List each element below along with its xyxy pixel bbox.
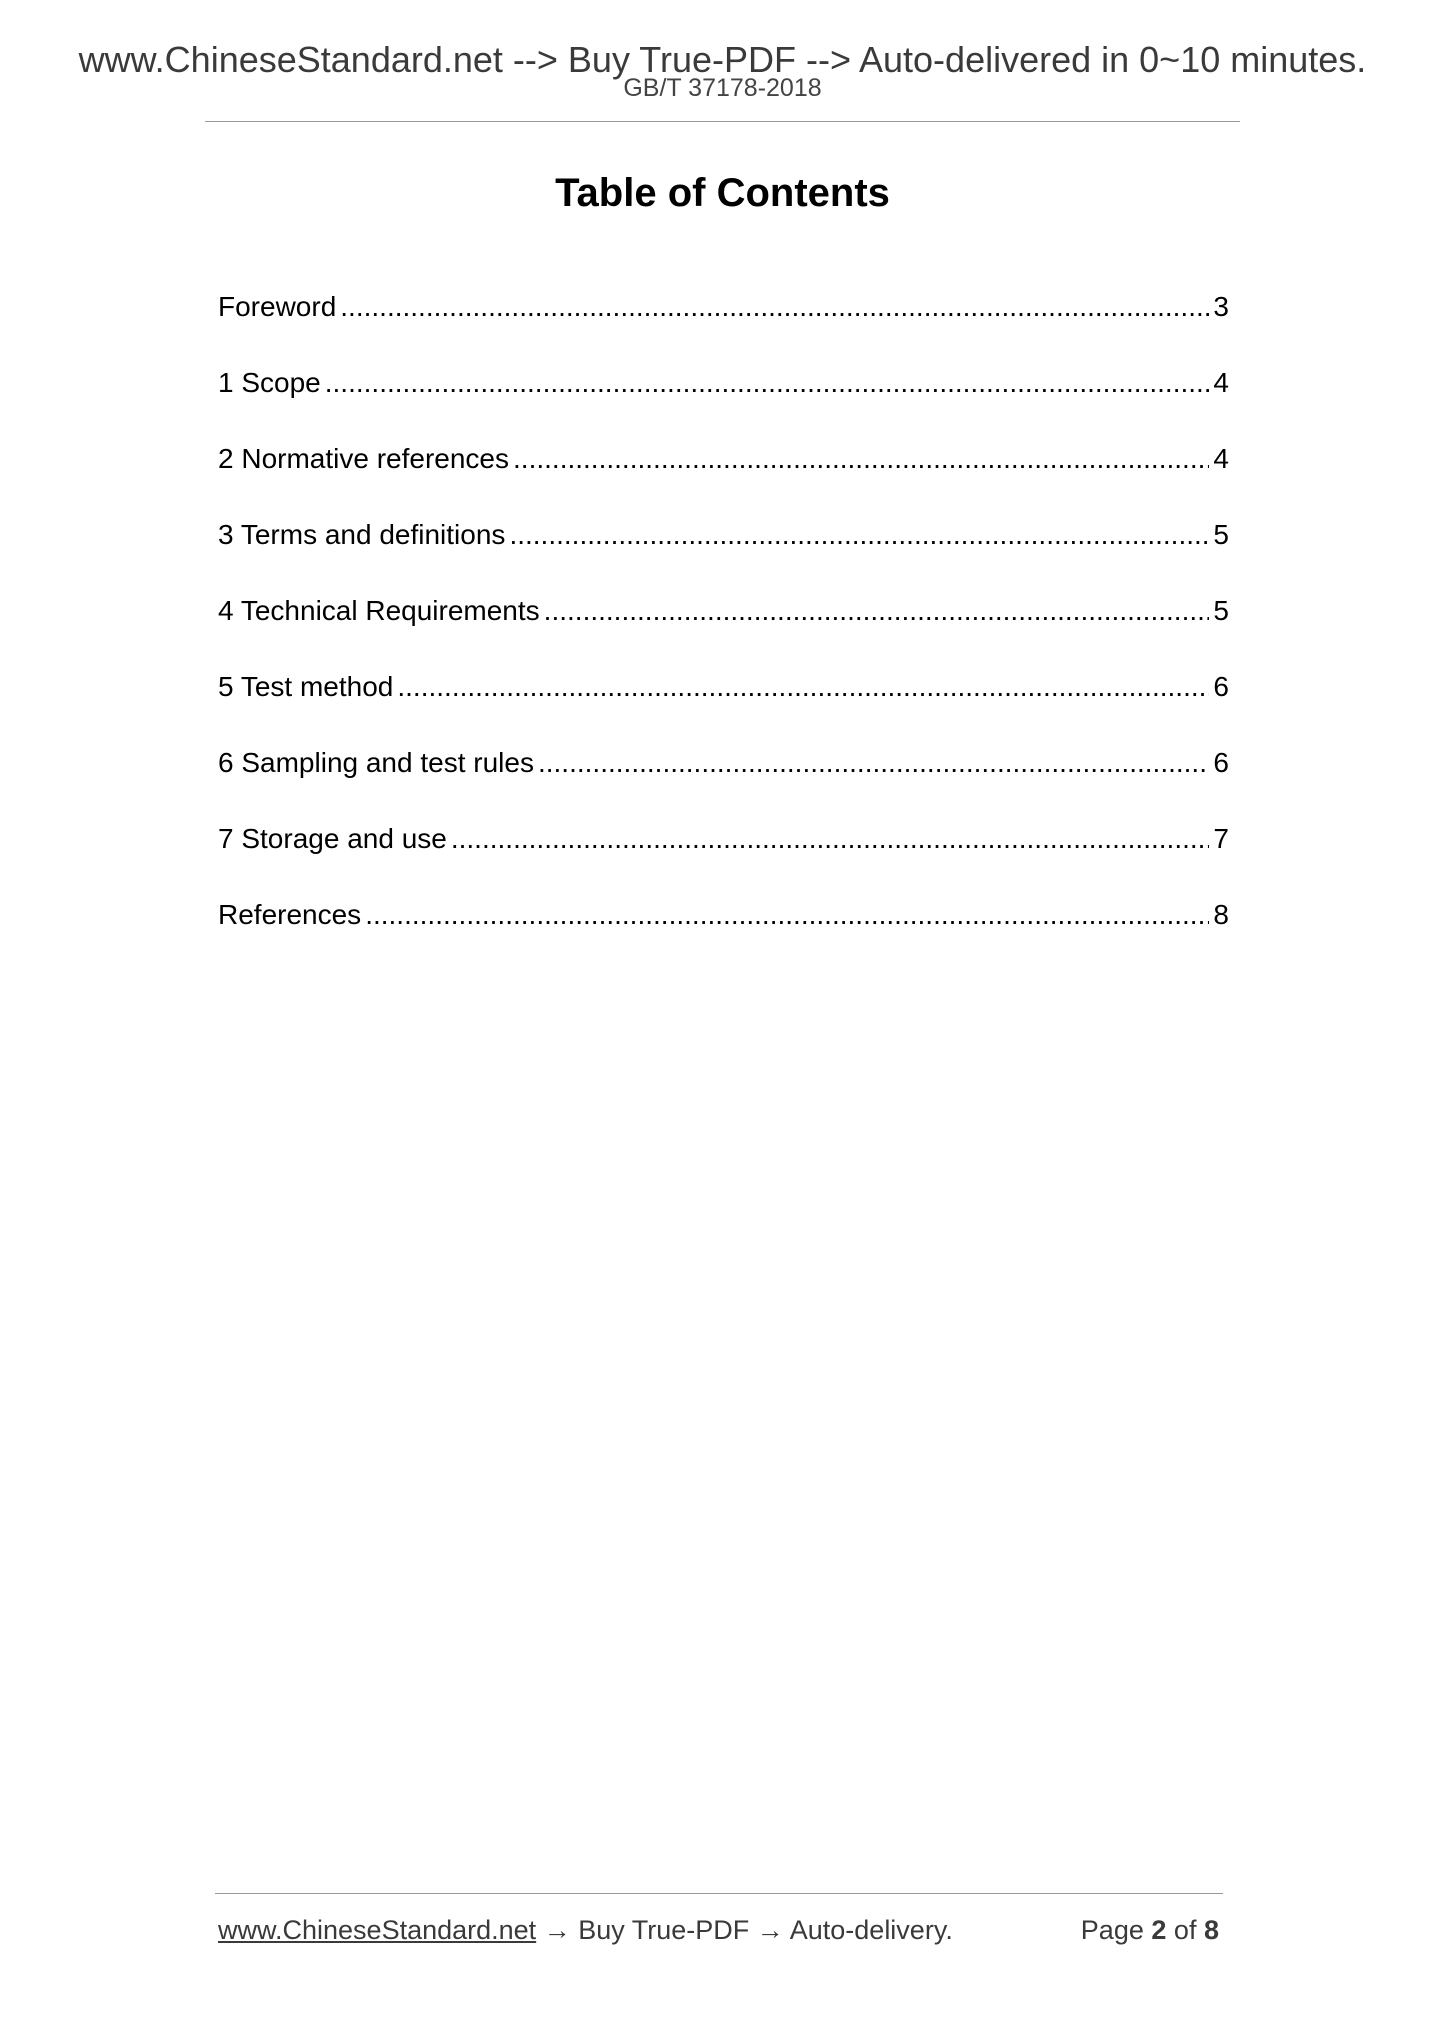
toc-entry-sampling-and-test-rules[interactable] [218, 743, 1229, 819]
toc-entry-label: 2 Normative references [218, 443, 510, 474]
toc-entry-page: 4 [1213, 367, 1229, 398]
page-word: Page [1080, 1915, 1144, 1945]
toc-entry-page: 5 [1213, 595, 1229, 626]
footer-divider [215, 1893, 1223, 1894]
dot-leader [513, 439, 1209, 479]
dot-leader [538, 743, 1209, 783]
toc-entry-page: 5 [1213, 519, 1229, 550]
footer-site-link[interactable]: www.ChineseStandard.net [218, 1915, 537, 1945]
footer-promo [218, 1913, 953, 1947]
toc-entry-page: 3 [1213, 291, 1229, 322]
toc-entry-references[interactable] [218, 895, 1229, 971]
toc-entry-page: 4 [1213, 443, 1229, 474]
toc-entry-label: 4 Technical Requirements [218, 595, 540, 626]
header-divider [205, 121, 1240, 122]
footer-tagline: → Buy True-PDF → Auto-delivery. [536, 1915, 953, 1945]
total-pages: 8 [1203, 1915, 1219, 1945]
toc-entry-scope[interactable] [218, 363, 1229, 439]
toc-entry-page: 7 [1213, 823, 1229, 854]
page-number [1081, 1913, 1219, 1947]
toc-entry-technical-requirements[interactable] [218, 591, 1229, 667]
toc-entry-label: 3 Terms and definitions [218, 519, 506, 550]
toc-entry-storage-and-use[interactable] [218, 819, 1229, 895]
of-word: of [1173, 1915, 1197, 1945]
toc-entry-label: 1 Scope [218, 367, 321, 398]
dot-leader [451, 819, 1210, 859]
toc-entry-test-method[interactable] [218, 667, 1229, 743]
dot-leader [544, 591, 1210, 631]
toc-entry-label: 7 Storage and use [218, 823, 447, 854]
toc-entry-page: 6 [1213, 671, 1229, 702]
toc-entry-label: 6 Sampling and test rules [218, 747, 534, 778]
dot-leader [325, 363, 1210, 403]
toc-entry-page: 6 [1213, 747, 1229, 778]
site-banner: www.ChineseStandard.net --> Buy True-PDF --> Auto-delivered in 0~10 minutes. [78, 39, 1367, 80]
toc-entry-label: References [218, 899, 362, 930]
toc-entry-terms-and-definitions[interactable] [218, 515, 1229, 591]
dot-leader [340, 287, 1209, 327]
dot-leader [365, 895, 1209, 935]
toc-title: Table of Contents [555, 171, 890, 215]
current-page: 2 [1151, 1915, 1167, 1945]
toc-entry-page: 8 [1213, 899, 1229, 930]
dot-leader [509, 515, 1209, 555]
toc-entry-foreword[interactable] [218, 287, 1229, 363]
toc-entry-normative-references[interactable] [218, 439, 1229, 515]
toc-entry-label: 5 Test method [218, 671, 394, 702]
standard-code: GB/T 37178-2018 [623, 74, 822, 102]
toc-list [218, 287, 1229, 971]
toc-entry-label: Foreword [218, 291, 337, 322]
dot-leader [397, 667, 1209, 707]
